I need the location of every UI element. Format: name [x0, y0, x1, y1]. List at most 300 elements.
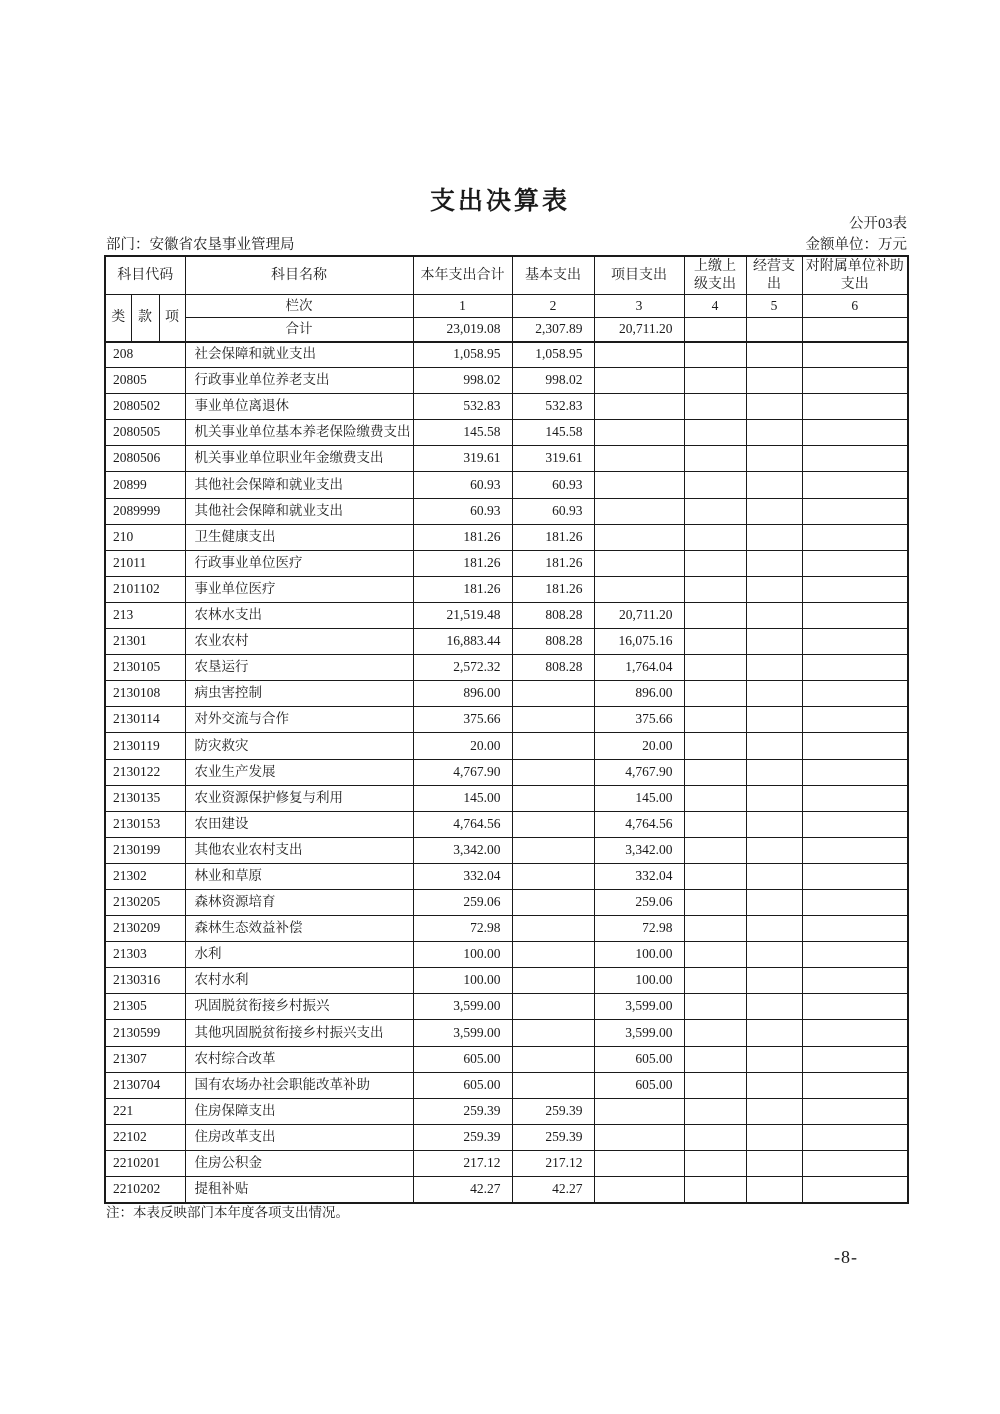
summary-upper	[684, 318, 746, 342]
table-row	[105, 1177, 908, 1203]
total-cell: 3,599.00	[413, 994, 512, 1020]
subject-code-cell: 2130316	[105, 968, 185, 994]
basic-cell	[512, 681, 594, 707]
basic-cell	[512, 811, 594, 837]
table-row	[105, 498, 908, 524]
basic-cell	[512, 863, 594, 889]
subject-code-cell: 2210201	[105, 1150, 185, 1176]
basic-cell: 532.83	[512, 394, 594, 420]
subsidy-cell	[802, 472, 908, 498]
column-index-label: 栏次	[185, 295, 413, 318]
operating-cell	[746, 785, 802, 811]
subject-name-cell: 其他社会保障和就业支出	[185, 472, 413, 498]
operating-cell	[746, 889, 802, 915]
total-cell: 332.04	[413, 863, 512, 889]
subsidy-cell	[802, 837, 908, 863]
basic-cell	[512, 1072, 594, 1098]
subject-code-cell: 2089999	[105, 498, 185, 524]
subject-name-cell: 住房公积金	[185, 1150, 413, 1176]
subject-code-cell: 20805	[105, 368, 185, 394]
upper-cell	[684, 1177, 746, 1203]
total-cell: 16,883.44	[413, 629, 512, 655]
upper-cell	[684, 629, 746, 655]
subject-code-cell: 2130108	[105, 681, 185, 707]
upper-cell	[684, 1046, 746, 1072]
total-cell: 72.98	[413, 916, 512, 942]
upper-cell	[684, 837, 746, 863]
total-cell: 60.93	[413, 498, 512, 524]
operating-cell	[746, 446, 802, 472]
subject-code-cell: 2130105	[105, 655, 185, 681]
subject-name-cell: 农村综合改革	[185, 1046, 413, 1072]
subsidy-cell	[802, 1124, 908, 1150]
header-subsidy-expenditure: 对附属单位补助支出	[802, 256, 908, 295]
subject-code-cell: 21307	[105, 1046, 185, 1072]
operating-cell	[746, 811, 802, 837]
subject-code-cell: 208	[105, 342, 185, 368]
operating-cell	[746, 576, 802, 602]
subject-code-cell: 213	[105, 602, 185, 628]
header-code-section: 款	[131, 295, 159, 342]
subsidy-cell	[802, 629, 908, 655]
column-index-6: 6	[802, 295, 908, 318]
column-index-4: 4	[684, 295, 746, 318]
table-row	[105, 916, 908, 942]
subject-code-cell: 2080502	[105, 394, 185, 420]
basic-cell	[512, 889, 594, 915]
operating-cell	[746, 342, 802, 368]
basic-cell: 181.26	[512, 576, 594, 602]
project-cell: 145.00	[594, 785, 684, 811]
operating-cell	[746, 498, 802, 524]
upper-cell	[684, 968, 746, 994]
header-code-item: 项	[159, 295, 185, 342]
basic-cell: 1,058.95	[512, 342, 594, 368]
table-row	[105, 942, 908, 968]
subject-name-cell: 农业生产发展	[185, 759, 413, 785]
subject-code-cell: 221	[105, 1098, 185, 1124]
upper-cell	[684, 524, 746, 550]
table-row	[105, 629, 908, 655]
total-cell: 3,342.00	[413, 837, 512, 863]
total-cell: 605.00	[413, 1072, 512, 1098]
subject-name-cell: 卫生健康支出	[185, 524, 413, 550]
table-row	[105, 655, 908, 681]
subject-code-cell: 2080506	[105, 446, 185, 472]
basic-cell: 181.26	[512, 524, 594, 550]
subject-name-cell: 其他农业农村支出	[185, 837, 413, 863]
upper-cell	[684, 472, 746, 498]
column-index-1: 1	[413, 295, 512, 318]
basic-cell: 217.12	[512, 1150, 594, 1176]
subject-name-cell: 农田建设	[185, 811, 413, 837]
table-row	[105, 889, 908, 915]
table-row	[105, 576, 908, 602]
operating-cell	[746, 1072, 802, 1098]
project-cell: 332.04	[594, 863, 684, 889]
upper-cell	[684, 342, 746, 368]
unit-label: 金额单位：万元	[805, 237, 907, 253]
subject-code-cell: 210	[105, 524, 185, 550]
total-cell: 259.39	[413, 1098, 512, 1124]
total-cell: 3,599.00	[413, 1020, 512, 1046]
header-upper-level-expenditure: 上缴上级支出	[684, 256, 746, 295]
subsidy-cell	[802, 394, 908, 420]
project-cell: 20.00	[594, 733, 684, 759]
subsidy-cell	[802, 550, 908, 576]
subsidy-cell	[802, 342, 908, 368]
subject-code-cell: 2130209	[105, 916, 185, 942]
subject-code-cell: 2210202	[105, 1177, 185, 1203]
subject-code-cell: 2130114	[105, 707, 185, 733]
operating-cell	[746, 707, 802, 733]
total-cell: 259.06	[413, 889, 512, 915]
operating-cell	[746, 472, 802, 498]
project-cell	[594, 446, 684, 472]
header-total-expenditure: 本年支出合计	[413, 256, 512, 295]
upper-cell	[684, 811, 746, 837]
subject-code-cell: 2080505	[105, 420, 185, 446]
subsidy-cell	[802, 602, 908, 628]
basic-cell	[512, 994, 594, 1020]
column-index-3: 3	[594, 295, 684, 318]
operating-cell	[746, 420, 802, 446]
table-row	[105, 550, 908, 576]
subject-code-cell: 2130135	[105, 785, 185, 811]
total-cell: 181.26	[413, 524, 512, 550]
upper-cell	[684, 655, 746, 681]
project-cell	[594, 342, 684, 368]
subject-name-cell: 住房改革支出	[185, 1124, 413, 1150]
basic-cell: 808.28	[512, 629, 594, 655]
subsidy-cell	[802, 942, 908, 968]
subject-name-cell: 其他社会保障和就业支出	[185, 498, 413, 524]
subject-code-cell: 2130704	[105, 1072, 185, 1098]
total-cell: 100.00	[413, 942, 512, 968]
table-row	[105, 811, 908, 837]
upper-cell	[684, 707, 746, 733]
total-cell: 181.26	[413, 576, 512, 602]
upper-cell	[684, 889, 746, 915]
subject-code-cell: 22102	[105, 1124, 185, 1150]
project-cell	[594, 472, 684, 498]
project-cell	[594, 550, 684, 576]
operating-cell	[746, 524, 802, 550]
project-cell: 259.06	[594, 889, 684, 915]
summary-operating	[746, 318, 802, 342]
subsidy-cell	[802, 707, 908, 733]
department-label: 部门：安徽省农垦事业管理局	[106, 237, 295, 253]
table-row	[105, 394, 908, 420]
subsidy-cell	[802, 1072, 908, 1098]
basic-cell: 259.39	[512, 1098, 594, 1124]
subject-name-cell: 农垦运行	[185, 655, 413, 681]
operating-cell	[746, 1098, 802, 1124]
footnote: 注：本表反映部门本年度各项支出情况。	[106, 1205, 349, 1220]
total-cell: 998.02	[413, 368, 512, 394]
table-row	[105, 602, 908, 628]
expenditure-table	[104, 255, 909, 1204]
operating-cell	[746, 681, 802, 707]
upper-cell	[684, 994, 746, 1020]
total-cell: 217.12	[413, 1150, 512, 1176]
table-row	[105, 1020, 908, 1046]
project-cell	[594, 420, 684, 446]
subject-name-cell: 行政事业单位养老支出	[185, 368, 413, 394]
summary-subsidy	[802, 318, 908, 342]
total-cell: 60.93	[413, 472, 512, 498]
subject-name-cell: 森林资源培育	[185, 889, 413, 915]
subsidy-cell	[802, 968, 908, 994]
subject-code-cell: 2130119	[105, 733, 185, 759]
subsidy-cell	[802, 811, 908, 837]
project-cell	[594, 1124, 684, 1150]
subject-code-cell: 2130122	[105, 759, 185, 785]
operating-cell	[746, 394, 802, 420]
subject-name-cell: 病虫害控制	[185, 681, 413, 707]
operating-cell	[746, 655, 802, 681]
upper-cell	[684, 863, 746, 889]
project-cell: 375.66	[594, 707, 684, 733]
basic-cell: 60.93	[512, 498, 594, 524]
upper-cell	[684, 550, 746, 576]
subject-name-cell: 机关事业单位职业年金缴费支出	[185, 446, 413, 472]
basic-cell	[512, 837, 594, 863]
operating-cell	[746, 1124, 802, 1150]
subject-code-cell: 21303	[105, 942, 185, 968]
subject-code-cell: 2101102	[105, 576, 185, 602]
table-row	[105, 681, 908, 707]
subsidy-cell	[802, 368, 908, 394]
subject-name-cell: 事业单位离退休	[185, 394, 413, 420]
subsidy-cell	[802, 759, 908, 785]
upper-cell	[684, 1098, 746, 1124]
basic-cell	[512, 968, 594, 994]
project-cell	[594, 498, 684, 524]
table-row	[105, 1098, 908, 1124]
total-cell: 145.00	[413, 785, 512, 811]
header-project-expenditure: 项目支出	[594, 256, 684, 295]
operating-cell	[746, 1020, 802, 1046]
operating-cell	[746, 994, 802, 1020]
subject-name-cell: 住房保障支出	[185, 1098, 413, 1124]
upper-cell	[684, 1072, 746, 1098]
table-body	[105, 342, 908, 1203]
table-row	[105, 785, 908, 811]
subject-name-cell: 事业单位医疗	[185, 576, 413, 602]
project-cell: 100.00	[594, 942, 684, 968]
project-cell: 4,764.56	[594, 811, 684, 837]
subject-name-cell: 对外交流与合作	[185, 707, 413, 733]
total-cell: 181.26	[413, 550, 512, 576]
upper-cell	[684, 733, 746, 759]
header-subject-name: 科目名称	[185, 256, 413, 295]
upper-cell	[684, 602, 746, 628]
basic-cell: 42.27	[512, 1177, 594, 1203]
project-cell: 3,342.00	[594, 837, 684, 863]
subject-name-cell: 巩固脱贫衔接乡村振兴	[185, 994, 413, 1020]
basic-cell	[512, 707, 594, 733]
subsidy-cell	[802, 655, 908, 681]
table-number-label: 公开03表	[849, 216, 907, 232]
subsidy-cell	[802, 1177, 908, 1203]
upper-cell	[684, 368, 746, 394]
subsidy-cell	[802, 863, 908, 889]
total-cell: 4,764.56	[413, 811, 512, 837]
total-cell: 145.58	[413, 420, 512, 446]
header-row-column-index	[105, 295, 908, 318]
operating-cell	[746, 602, 802, 628]
header-code-class: 类	[105, 295, 131, 342]
project-cell: 72.98	[594, 916, 684, 942]
table-row	[105, 863, 908, 889]
operating-cell	[746, 759, 802, 785]
summary-row	[105, 318, 908, 342]
project-cell	[594, 524, 684, 550]
basic-cell: 998.02	[512, 368, 594, 394]
table-row	[105, 837, 908, 863]
subject-code-cell: 2130153	[105, 811, 185, 837]
subsidy-cell	[802, 446, 908, 472]
subsidy-cell	[802, 1020, 908, 1046]
subsidy-cell	[802, 498, 908, 524]
operating-cell	[746, 629, 802, 655]
basic-cell: 808.28	[512, 602, 594, 628]
project-cell: 4,767.90	[594, 759, 684, 785]
header-basic-expenditure: 基本支出	[512, 256, 594, 295]
subsidy-cell	[802, 1150, 908, 1176]
table-row	[105, 420, 908, 446]
project-cell	[594, 394, 684, 420]
total-cell: 21,519.48	[413, 602, 512, 628]
project-cell: 1,764.04	[594, 655, 684, 681]
operating-cell	[746, 916, 802, 942]
subsidy-cell	[802, 994, 908, 1020]
header-subject-code: 科目代码	[105, 256, 185, 295]
subject-code-cell: 21302	[105, 863, 185, 889]
subject-code-cell: 2130205	[105, 889, 185, 915]
table-row	[105, 342, 908, 368]
basic-cell: 259.39	[512, 1124, 594, 1150]
summary-project: 20,711.20	[594, 318, 684, 342]
subject-name-cell: 其他巩固脱贫衔接乡村振兴支出	[185, 1020, 413, 1046]
project-cell: 3,599.00	[594, 1020, 684, 1046]
column-index-2: 2	[512, 295, 594, 318]
table-row	[105, 368, 908, 394]
total-cell: 100.00	[413, 968, 512, 994]
summary-basic: 2,307.89	[512, 318, 594, 342]
total-cell: 532.83	[413, 394, 512, 420]
basic-cell	[512, 916, 594, 942]
header-row-main	[105, 256, 908, 295]
table-row	[105, 707, 908, 733]
subject-code-cell: 2130599	[105, 1020, 185, 1046]
basic-cell	[512, 733, 594, 759]
upper-cell	[684, 681, 746, 707]
operating-cell	[746, 368, 802, 394]
subsidy-cell	[802, 916, 908, 942]
total-cell: 20.00	[413, 733, 512, 759]
subject-code-cell: 21301	[105, 629, 185, 655]
subsidy-cell	[802, 420, 908, 446]
upper-cell	[684, 942, 746, 968]
table-row	[105, 1124, 908, 1150]
subject-name-cell: 森林生态效益补偿	[185, 916, 413, 942]
table-row	[105, 524, 908, 550]
page-number: -8-	[834, 1247, 858, 1267]
subject-name-cell: 农林水支出	[185, 602, 413, 628]
project-cell: 896.00	[594, 681, 684, 707]
basic-cell	[512, 785, 594, 811]
project-cell: 100.00	[594, 968, 684, 994]
upper-cell	[684, 498, 746, 524]
subject-name-cell: 水利	[185, 942, 413, 968]
subsidy-cell	[802, 524, 908, 550]
subject-name-cell: 防灾救灾	[185, 733, 413, 759]
summary-label: 合计	[185, 318, 413, 342]
project-cell: 605.00	[594, 1046, 684, 1072]
subject-name-cell: 农业农村	[185, 629, 413, 655]
column-index-5: 5	[746, 295, 802, 318]
basic-cell: 145.58	[512, 420, 594, 446]
operating-cell	[746, 733, 802, 759]
subsidy-cell	[802, 785, 908, 811]
total-cell: 259.39	[413, 1124, 512, 1150]
upper-cell	[684, 1124, 746, 1150]
page-title: 支出决算表	[429, 187, 570, 215]
subject-name-cell: 林业和草原	[185, 863, 413, 889]
subsidy-cell	[802, 1098, 908, 1124]
subsidy-cell	[802, 1046, 908, 1072]
basic-cell: 181.26	[512, 550, 594, 576]
table-row	[105, 1150, 908, 1176]
summary-total: 23,019.08	[413, 318, 512, 342]
total-cell: 4,767.90	[413, 759, 512, 785]
basic-cell	[512, 942, 594, 968]
table-row	[105, 446, 908, 472]
table-row	[105, 759, 908, 785]
total-cell: 42.27	[413, 1177, 512, 1203]
total-cell: 605.00	[413, 1046, 512, 1072]
project-cell	[594, 1150, 684, 1176]
subsidy-cell	[802, 576, 908, 602]
basic-cell: 60.93	[512, 472, 594, 498]
basic-cell: 808.28	[512, 655, 594, 681]
project-cell	[594, 1177, 684, 1203]
project-cell: 20,711.20	[594, 602, 684, 628]
total-cell: 2,572.32	[413, 655, 512, 681]
upper-cell	[684, 1020, 746, 1046]
project-cell: 605.00	[594, 1072, 684, 1098]
upper-cell	[684, 1150, 746, 1176]
basic-cell	[512, 1046, 594, 1072]
subject-name-cell: 提租补贴	[185, 1177, 413, 1203]
total-cell: 1,058.95	[413, 342, 512, 368]
project-cell	[594, 576, 684, 602]
operating-cell	[746, 968, 802, 994]
project-cell: 16,075.16	[594, 629, 684, 655]
subject-code-cell: 21011	[105, 550, 185, 576]
operating-cell	[746, 942, 802, 968]
table-row	[105, 1046, 908, 1072]
subsidy-cell	[802, 733, 908, 759]
project-cell	[594, 368, 684, 394]
subsidy-cell	[802, 889, 908, 915]
upper-cell	[684, 576, 746, 602]
operating-cell	[746, 1150, 802, 1176]
upper-cell	[684, 785, 746, 811]
subject-name-cell: 机关事业单位基本养老保险缴费支出	[185, 420, 413, 446]
